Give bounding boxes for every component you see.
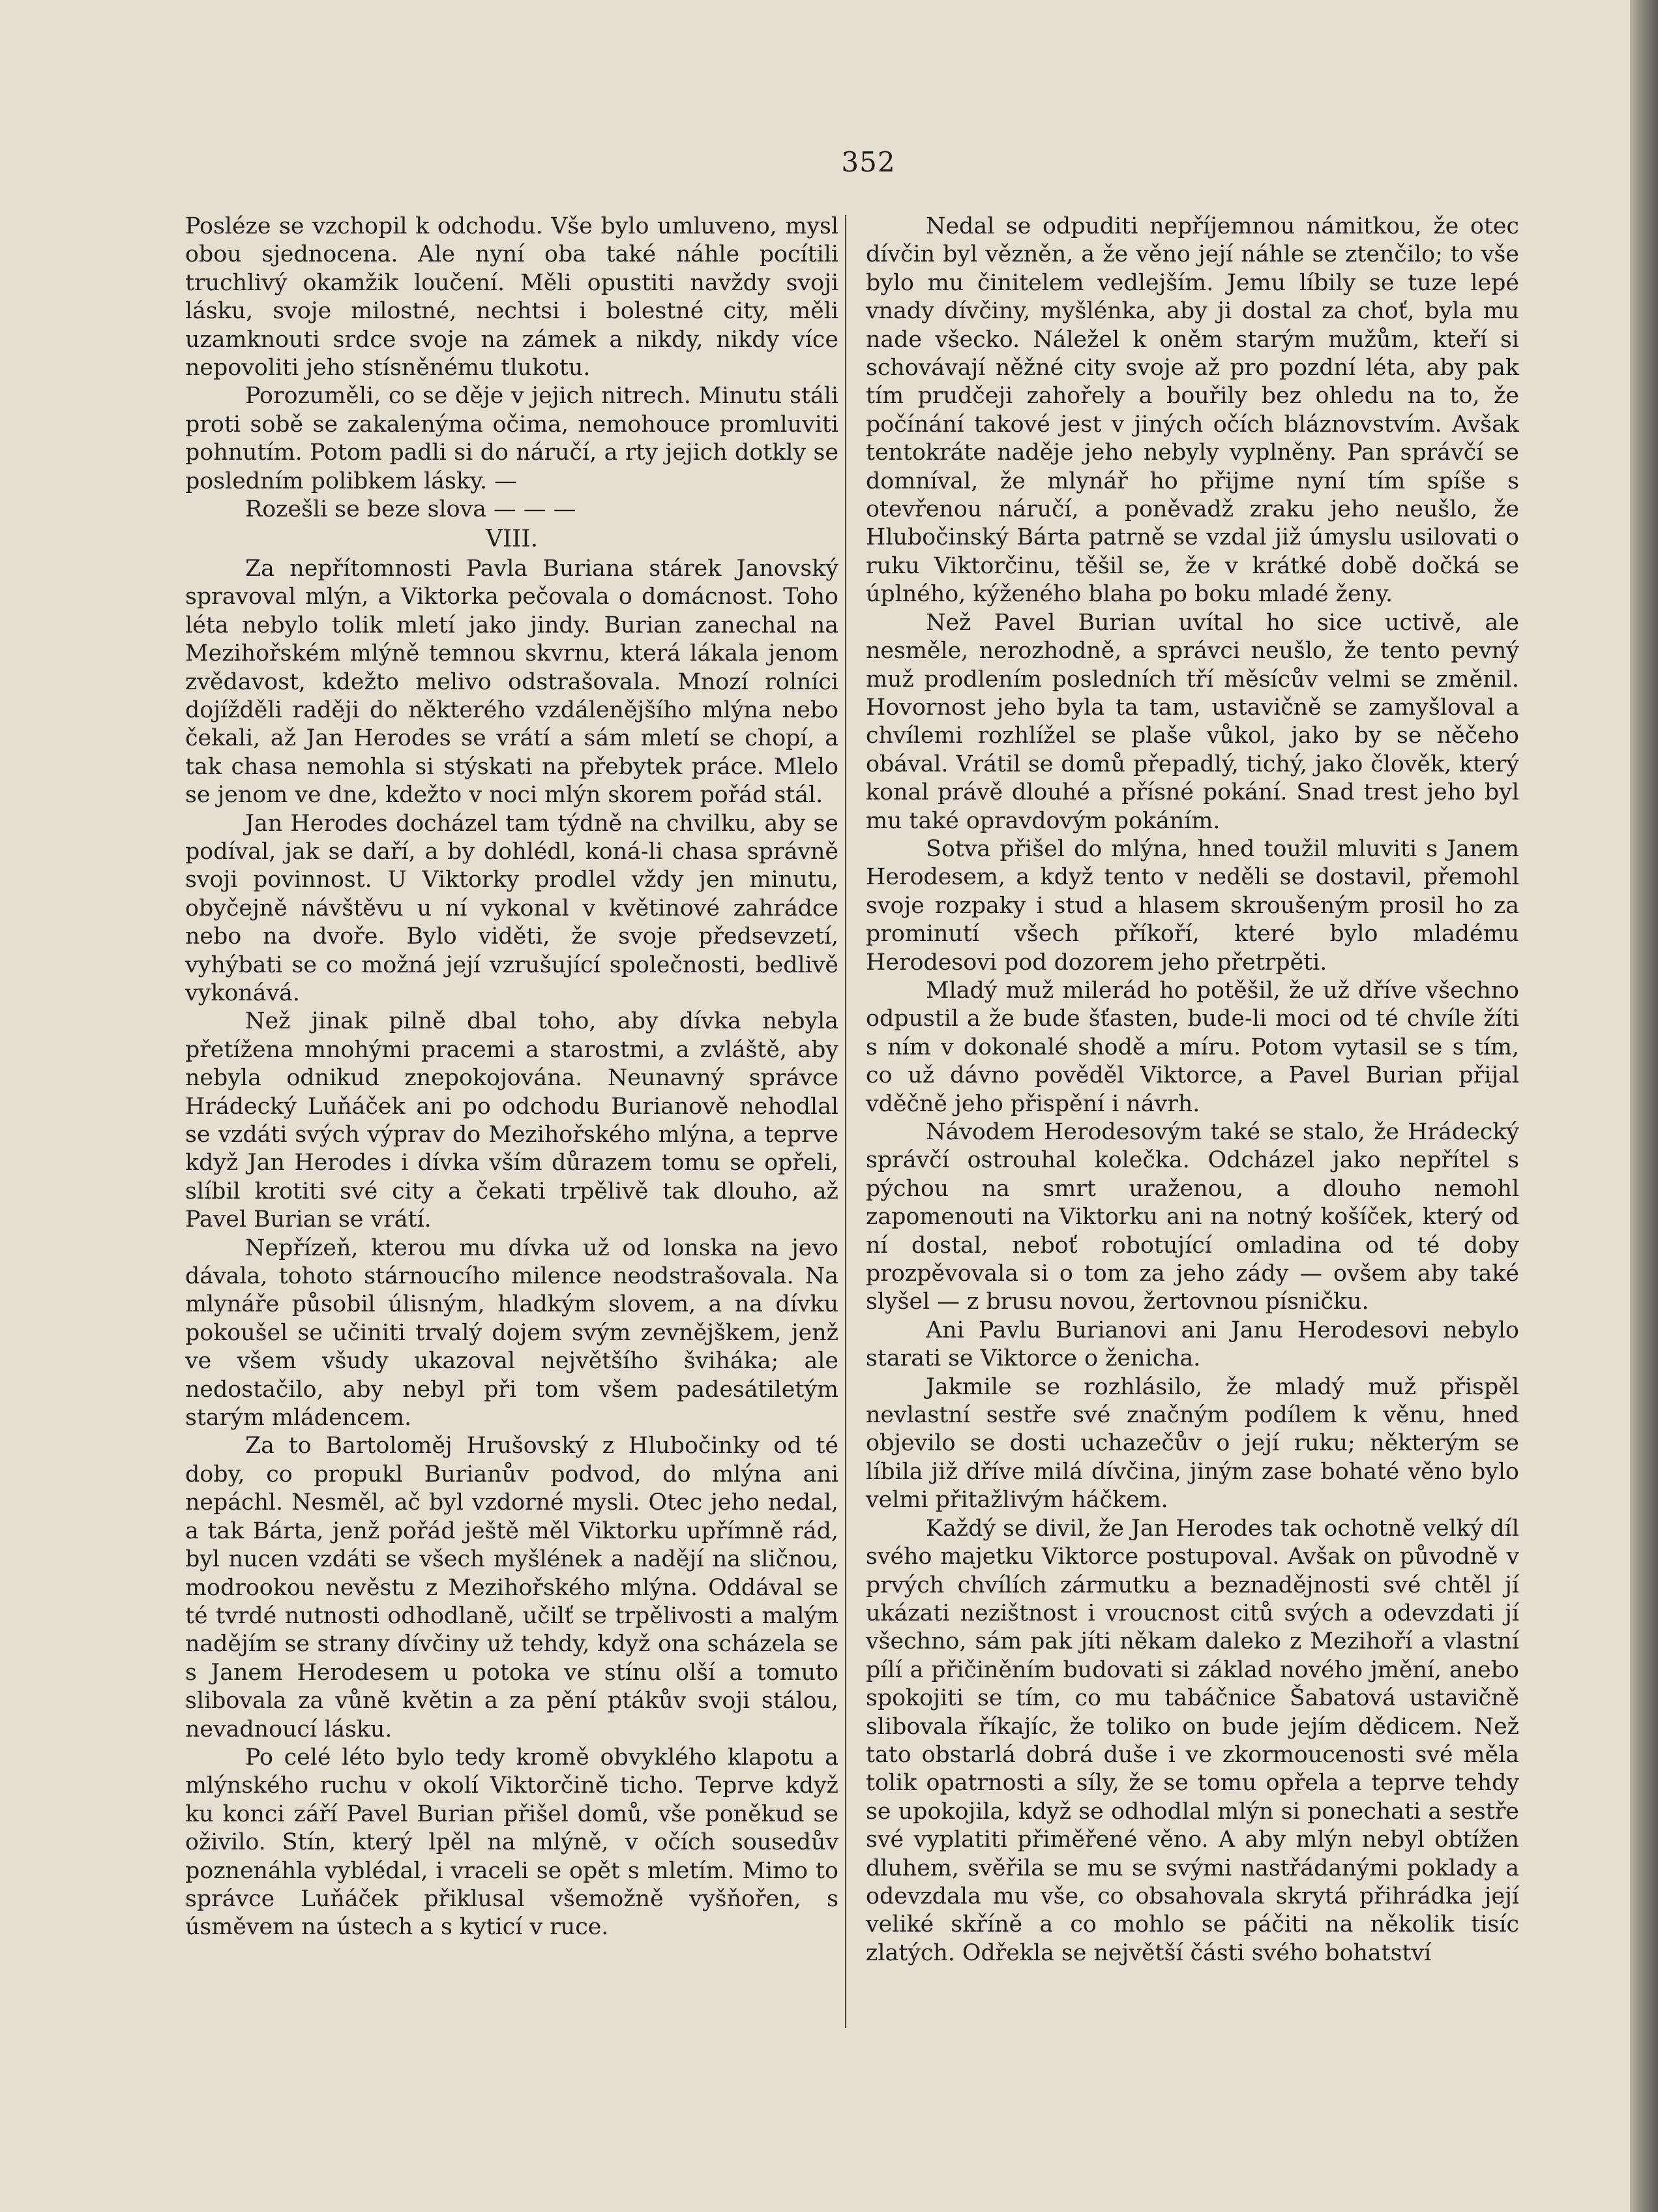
paragraph: Rozešli se beze slova — — —	[245, 496, 576, 523]
page-edge	[1630, 0, 1658, 2212]
paragraph: Sotva přišel do mlýna, hned toužil mluviti s Janem Herodesem, a když tento v neděli se dostavil, přemohl svoje rozpaky i stud a hlasem skroušeným prosil ho za prominutí všech příkoří, které bylo mladému Herodesovi pod dozorem jeho přetrpěti.	[866, 835, 1519, 976]
paragraph: Než Pavel Burian uvítal ho sice uctivě, ale nesměle, nerozhodně, a správci neušlo, že tento pevný muž prodlením posledních tří měsícův velmi se změnil. Hovornost jeho byla ta tam, ustavičně se zamyšloval a chvílemi rozhlížel se plaše vůkol, jako by se něčeho obával. Vrátil se domů přepadlý, tichý, jako člověk, který konal právě dlouhé a přísné pokání. Snad trest jeho byl mu také opravdovým pokáním.	[866, 609, 1519, 834]
paragraph: Mladý muž milerád ho potěšil, že už dříve všechno odpustil a že bude šťasten, bude-li moci od té chvíle žíti s ním v dokonalé shodě a míru. Potom vytasil se s tím, co už dávno pověděl Viktorce, a Pavel Burian přijal vděčně jeho přispění i návrh.	[866, 977, 1519, 1117]
paragraph: Jan Herodes docházel tam týdně na chvilku, aby se podíval, jak se daří, a by dohlédl, koná-li chasa správně svoji povinnost. U Viktorky prodlel vždy jen minutu, obyčejně návštěvu u ní vykonal v květinové zahrádce nebo na dvoře. Bylo viděti, že svoje předsevzetí, vyhýbati se co možná její vzrušující společnosti, bedlivě vykonává.	[185, 810, 838, 1006]
paragraph: Než jinak pilně dbal toho, aby dívka nebyla přetížena mnohými pracemi a starostmi, a zvláště, aby nebyla odnikud znepokojována. Neunavný správce Hrádecký Luňáček ani po odchodu Burianově nehodlal se vzdáti svých výprav do Mezihořského mlýna, a teprve když Jan Herodes i dívka vším důrazem tomu se opřeli, slíbil krotiti své city a čekati trpělivě tak dlouho, až Pavel Burian se vrátí.	[185, 1008, 838, 1233]
paragraph: Za nepřítomnosti Pavla Buriana stárek Janovský spravoval mlýn, a Viktorka pečovala o domácnost. Toho léta nebylo tolik mletí jako jindy. Burian zanechal na Mezihořském mlýně temnou skvrnu, která lákala jenom zvědavost, kdežto melivo odstrašovala. Mnozí rolníci dojížděli raději do některého vzdálenějšího mlýna nebo čekali, až Jan Herodes se vrátí a sám mletí se chopí, a tak chasa nemohla si stýskati na přebytek práce. Mlelo se jenom ve dne, kdežto v noci mlýn skorem pořád stál.	[185, 555, 838, 809]
right-column	[866, 213, 1519, 1967]
chapter-heading: VIII.	[485, 526, 539, 553]
paragraph: Po celé léto bylo tedy kromě obvyklého klapotu a mlýnského ruchu v okolí Viktorčině ticho. Teprve když ku konci září Pavel Burian přišel domů, vše poněkud se oživilo. Stín, který lpěl na mlýně, v očích sousedův poznenáhla vyblédal, i vraceli se opět s mletím. Mimo to správce Luňáček přiklusal všemožně vyšňořen, s úsměvem na ústech a s kyticí v ruce.	[185, 1744, 838, 1941]
paragraph: Posléze se vzchopil k odchodu. Vše bylo umluveno, mysl obou sjednocena. Ale nyní oba také náhle pocítili truchlivý okamžik loučení. Měli opustiti navždy svoji lásku, svoje milostné, nechtsi i bolestné city, měli uzamknouti srdce svoje na zámek a nikdy, nikdy více nepovoliti jeho stísněnému tlukotu.	[185, 213, 838, 381]
paragraph: Nedal se odpuditi nepříjemnou námitkou, že otec dívčin byl vězněn, a že věno její náhle se ztenčilo; to vše bylo mu činitelem vedlejším. Jemu líbily se tuze lepé vnady dívčiny, myšlénka, aby ji dostal za choť, byla mu nade všecko. Náležel k oněm starým mužům, kteří si schovávají něžné city svoje až pro pozdní léta, aby pak tím prudčeji zahořely a bouřily bez ohledu na to, že počínání takové jest v jiných očích bláznovstvím. Avšak tentokráte naděje jeho nebyly vyplněny. Pan správčí se domníval, že mlynář ho přijme nyní tím spíše s otevřenou náručí, a poněvadž zraku jeho neušlo, že Hlubočinský Bárta patrně se vzdal již úmyslu usilovati o ruku Viktorčinu, těšil se, že v krátké době dočká se úplného, kýženého blaha po boku mladé ženy.	[866, 213, 1519, 608]
paragraph: Porozuměli, co se děje v jejich nitrech. Minutu stáli proti sobě se zakalenýma očima, nemohouce promluviti pohnutím. Potom padli si do náručí, a rty jejich dotkly se posledním polibkem lásky. —	[185, 383, 838, 494]
column-divider	[845, 215, 846, 2028]
paragraph: Každý se divil, že Jan Herodes tak ochotně velký díl svého majetku Viktorce postupoval. Avšak on původně v prvých chvílích zármutku a beznadějnosti své chtěl jí ukázati nezištnost i vroucnost citů svých a odevzdati jí všechno, sám pak jíti někam daleko z Mezihoří a vlastní pílí a přičiněním budovati si základ nového jmění, anebo spokojiti se tím, co mu tabáčnice Šabatová ustavičně slibovala říkajíc, že toliko on bude jejím dědicem. Než tato obstarlá dobrá duše i ve zkormoucenosti své měla tolik opatrnosti a síly, že se tomu opřela a teprve tehdy se upokojila, když se odhodlal mlýn si ponechati a sestře své vyplatiti přiměřené věno. A aby mlýn nebyl obtížen dluhem, svěřila se mu se svými nastřádanými poklady a odevzdala mu vše, co obsahovala skrytá přihrádka její veliké skříně a co mohlo se páčiti na několik tisíc zlatých. Odřekla se největší části svého bohatství	[866, 1515, 1519, 1966]
left-column	[185, 213, 838, 1942]
paragraph: Za to Bartoloměj Hrušovský z Hlubočinky od té doby, co propukl Burianův podvod, do mlýna ani nepáchl. Nesměl, ač byl vzdorné mysli. Otec jeho nedal, a tak Bárta, jenž pořád ještě měl Viktorku upřímně rád, byl nucen vzdáti se všech myšlének a nadějí na sličnou, modrookou nevěstu z Mezihořského mlýna. Oddával se té tvrdé nutnosti odhodlaně, učilť se trpělivosti a malým nadějím se strany dívčiny už tehdy, když ona scházela se s Janem Herodesem u potoka ve stínu olší a tomuto slibovala za vůně květin a za pění ptákův svoji stálou, nevadnoucí lásku.	[185, 1433, 838, 1742]
paragraph: Nepřízeň, kterou mu dívka už od lonska na jevo dávala, tohoto stárnoucího milence neodstrašovala. Na mlynáře působil úlisným, hladkým slovem, a na dívku pokoušel se učiniti trvalý dojem svým zevnějškem, jenž ve všem všudy ukazoval největšího šviháka; ale nedostačilo, aby nebyl při tom všem padesátiletým starým mládencem.	[185, 1234, 838, 1431]
paragraph: Jakmile se rozhlásilo, že mladý muž přispěl nevlastní sestře své značným podílem k věnu, hned objevilo se dosti uchazečův o její ruku; některým se líbila již dříve milá dívčina, jiným zase bohaté věno bylo velmi přitažlivým háčkem.	[866, 1373, 1519, 1514]
page-number: 352	[841, 146, 896, 178]
paragraph: Návodem Herodesovým také se stalo, že Hrádecký správčí ostrouhal kolečka. Odcházel jako nepřítel s pýchou na smrt uraženou, a dlouho nemohl zapomenouti na Viktorku ani na notný košíček, který od ní dostal, neboť robotující omladina od té doby prozpěvovala si o tom za jeho zády — ovšem aby také slyšel — z brusu novou, žertovnou písničku.	[866, 1119, 1519, 1315]
paragraph: Ani Pavlu Burianovi ani Janu Herodesovi nebylo starati se Viktorce o ženicha.	[866, 1317, 1519, 1372]
